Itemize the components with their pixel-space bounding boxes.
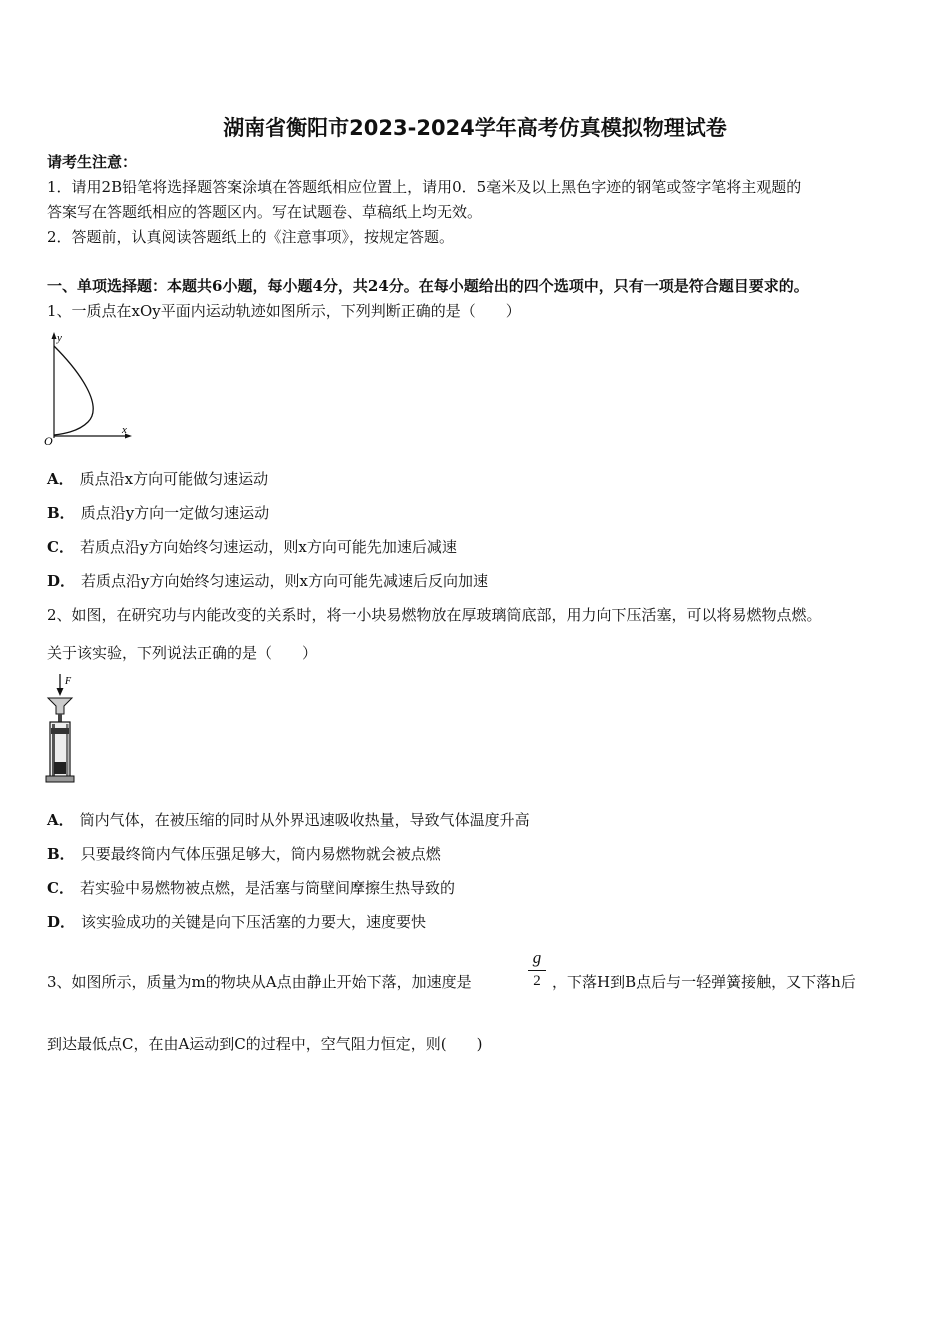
question-3-stem-part-1: 3、如图所示，质量为m的物块从A点由静止开始下落，加速度是 <box>47 973 472 991</box>
q2-option-b: B． 只要最终筒内气体压强足够大，筒内易燃物就会被点燃 <box>47 845 441 863</box>
notice-line-2: 答案写在答题纸相应的答题区内。写在试题卷、草稿纸上均无效。 <box>47 203 483 221</box>
notice-line-1: 1．请用2B铅笔将选择题答案涂填在答题纸相应位置上，请用0．5毫米及以上黑色字迹的钢笔或签字笔将主观题的 <box>47 178 802 196</box>
section-heading: 一、单项选择题：本题共6小题，每小题4分，共24分。在每小题给出的四个选项中，只有一项是符合题目要求的。 <box>47 277 809 295</box>
question-2-stem-line-2: 关于该实验，下列说法正确的是（ ） <box>47 644 318 662</box>
question-1-stem: 1、一质点在xOy平面内运动轨迹如图所示，下列判断正确的是（ ） <box>47 302 521 320</box>
q2-option-d: D． 该实验成功的关键是向下压活塞的力要大，速度要快 <box>47 913 427 931</box>
x-axis-label: x <box>122 424 127 436</box>
q1-option-b: B． 质点沿y方向一定做匀速运动 <box>47 504 270 522</box>
origin-label: O <box>44 434 53 448</box>
glass-cylinder-figure <box>40 672 80 788</box>
fraction-numerator: g <box>532 948 542 967</box>
fraction-g-over-2 <box>528 948 546 990</box>
page-title: 湖南省衡阳市2023-2024学年高考仿真模拟物理试卷 <box>223 116 727 140</box>
force-label: F <box>65 676 72 687</box>
trajectory-figure <box>42 328 138 448</box>
question-3-stem-part-2: ，下落H到B点后与一轻弹簧接触，又下落h后 <box>552 973 856 991</box>
question-3-stem-line-2: 到达最低点C，在由A运动到C的过程中，空气阻力恒定，则( ) <box>47 1035 483 1053</box>
q1-option-d: D． 若质点沿y方向始终匀速运动，则x方向可能先减速后反向加速 <box>47 572 488 590</box>
question-2-stem-line-1: 2、如图，在研究功与内能改变的关系时，将一小块易燃物放在厚玻璃筒底部，用力向下压活塞，可以将易燃物点燃。 <box>47 606 822 624</box>
notice-line-3: 2．答题前，认真阅读答题纸上的《注意事项》，按规定答题。 <box>47 228 455 246</box>
q2-option-a: A． 筒内气体，在被压缩的同时从外界迅速吸收热量，导致气体温度升高 <box>47 811 530 829</box>
notice-heading: 请考生注意： <box>47 153 138 171</box>
q1-option-c: C． 若质点沿y方向始终匀速运动，则x方向可能先加速后减速 <box>47 538 457 556</box>
fraction-denominator: 2 <box>533 973 541 989</box>
y-axis-arrow-icon <box>52 332 57 339</box>
y-axis-label: y <box>57 332 62 344</box>
q1-option-a: A． 质点沿x方向可能做匀速运动 <box>47 470 269 488</box>
force-arrow-icon <box>57 688 64 696</box>
trajectory-curve <box>54 346 93 435</box>
q2-option-c: C． 若实验中易燃物被点燃，是活塞与筒壁间摩擦生热导致的 <box>47 879 455 897</box>
